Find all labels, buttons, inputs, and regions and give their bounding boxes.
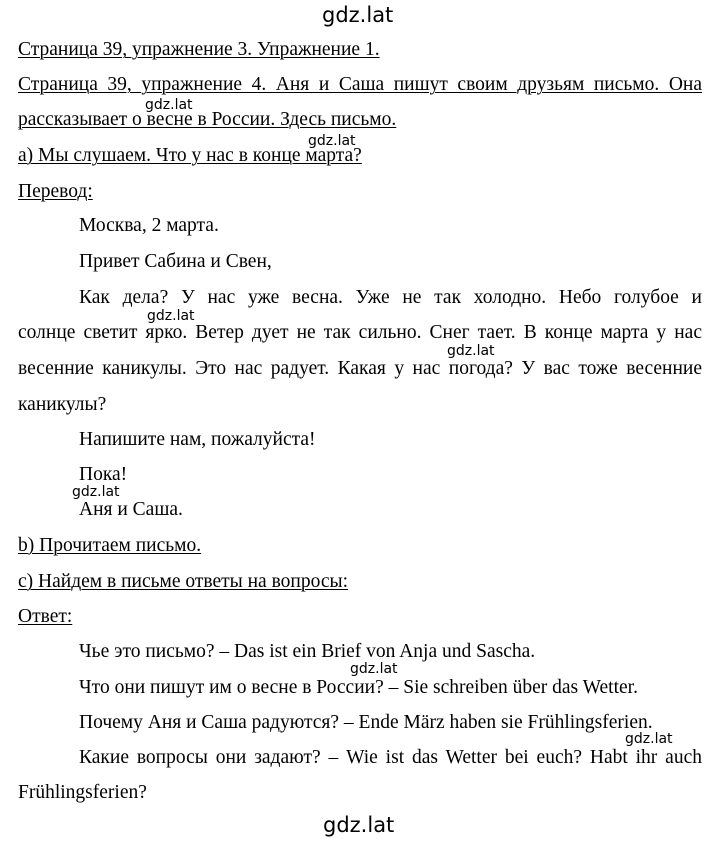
letter-greeting: Привет Сабина и Свен, xyxy=(79,251,272,272)
letter-date: Москва, 2 марта. xyxy=(79,215,219,236)
translation-heading: Перевод: xyxy=(18,181,93,202)
watermark-bottom: gdz.lat xyxy=(323,813,395,837)
watermark: gdz.lat xyxy=(145,97,193,113)
task-c-heading: c) Найдем в письме ответы на вопросы: xyxy=(18,571,349,592)
answer-line: Что они пишут им о весне в России? – Sie schreiben über das Wetter. xyxy=(79,677,638,698)
letter-body-line: солнце светит ярко. Ветер дует не так сильно. Снег тает. В конце марта у нас xyxy=(18,322,702,343)
watermark: gdz.lat xyxy=(308,133,356,149)
task-b-heading: b) Прочитаем письмо. xyxy=(18,535,202,556)
answer-heading: Ответ: xyxy=(18,606,73,627)
exercise-4-heading: Страница 39, упражнение 4. Аня и Саша пишут своим друзьям письмо. Она xyxy=(18,74,702,95)
letter-farewell: Пока! xyxy=(79,464,128,485)
watermark: gdz.lat xyxy=(72,484,120,500)
watermark: gdz.lat xyxy=(447,343,495,359)
letter-signature: Аня и Саша. xyxy=(79,499,183,520)
letter-body-line: весенние каникулы. Это нас радует. Какая у нас погода? У вас тоже весенние xyxy=(18,358,702,379)
exercise-3-heading: Страница 39, упражнение 3. Упражнение 1. xyxy=(18,39,380,60)
task-a-heading: а) Мы слушаем. Что у нас в конце марта? xyxy=(18,145,362,166)
watermark: gdz.lat xyxy=(147,308,195,324)
exercise-4-heading-cont: рассказывает о весне в России. Здесь письмо. xyxy=(18,109,397,130)
watermark: gdz.lat xyxy=(350,661,398,677)
letter-body-line: каникулы? xyxy=(18,394,107,415)
answer-line: Почему Аня и Саша радуются? – Ende März haben sie Frühlingsferien. xyxy=(79,712,653,733)
letter-body-line: Как дела? У нас уже весна. Уже не так холодно. Небо голубое и xyxy=(79,287,702,308)
watermark-top: gdz.lat xyxy=(322,3,394,27)
watermark: gdz.lat xyxy=(625,731,673,747)
letter-request: Напишите нам, пожалуйста! xyxy=(79,429,316,450)
answer-line: Какие вопросы они задают? – Wie ist das Wetter bei euch? Habt ihr auch xyxy=(79,747,702,768)
answer-line: Чье это письмо? – Das ist ein Brief von Anja und Sascha. xyxy=(79,641,536,662)
answer-line: Frühlingsferien? xyxy=(18,782,147,803)
